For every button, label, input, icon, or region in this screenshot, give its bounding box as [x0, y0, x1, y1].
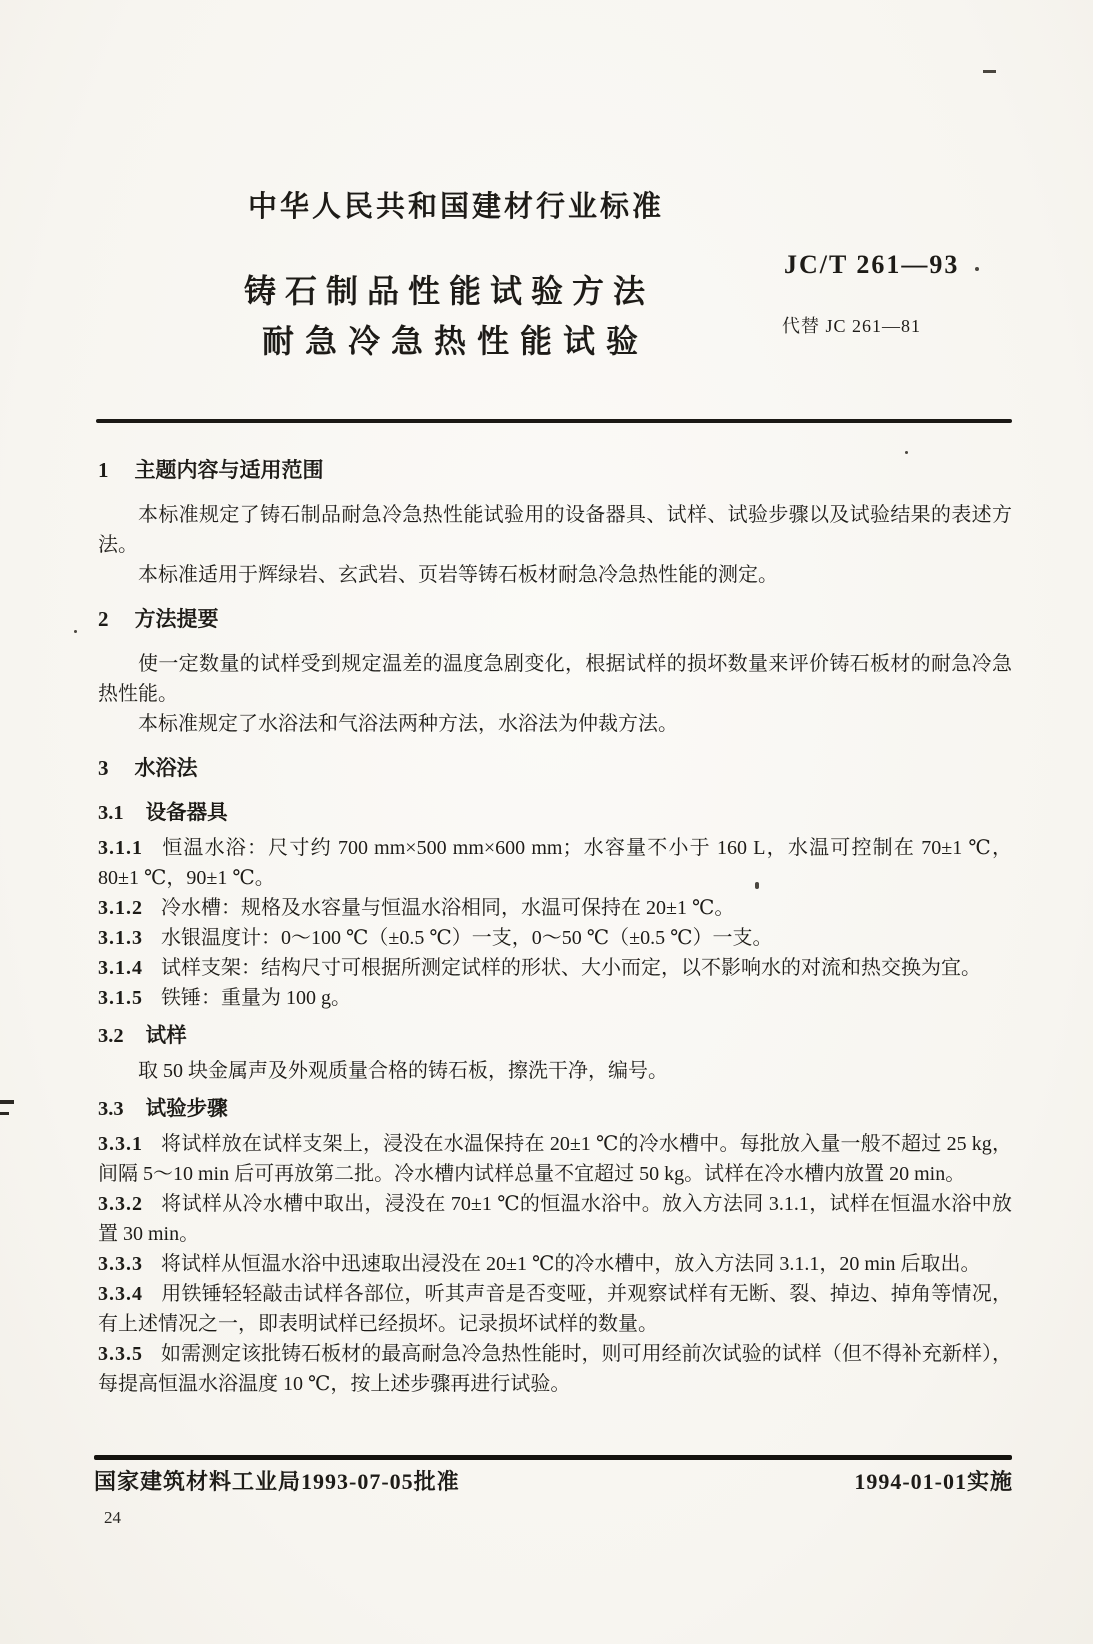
section-title: 主题内容与适用范围 — [134, 458, 324, 482]
approval-note: 国家建筑材料工业局1993-07-05批准 — [94, 1469, 460, 1494]
paragraph: 本标准适用于辉绿岩、玄武岩、页岩等铸石板材耐急冷急热性能的测定。 — [138, 564, 778, 586]
clause-text: 将试样从恒温水浴中迅速取出浸没在 20±1 ℃的冷水槽中，放入方法同 3.1.1，20 min 后取出。 — [161, 1253, 981, 1275]
subsection-title: 试样 — [145, 1025, 187, 1047]
clause-3-3-2 — [98, 1189, 1012, 1249]
scan-artifact-tick — [755, 882, 759, 889]
clause-number: 3.1.2 — [98, 897, 143, 919]
scan-artifact-dash — [983, 70, 996, 73]
subsection-heading-3-1 — [98, 798, 1012, 828]
section-number: 1 — [98, 458, 109, 482]
subsection-heading-3-3 — [98, 1094, 1012, 1124]
document-body — [98, 440, 1012, 1399]
clause-number: 3.3.1 — [98, 1133, 143, 1155]
document-title-line1: 铸石制品性能试验方法 — [244, 273, 655, 309]
clause-number: 3.3.5 — [98, 1343, 143, 1365]
clause-text: 如需测定该批铸石板材的最高耐急冷急热性能时，则可用经前次试验的试样（但不得补充新样），每提高恒温水浴温度 10 ℃，按上述步骤再进行试验。 — [98, 1343, 1012, 1395]
footer-rule — [94, 1455, 1012, 1460]
scan-artifact-edge-mark — [0, 1112, 9, 1115]
subsection-number: 3.2 — [98, 1025, 124, 1047]
subsection-heading-3-2 — [98, 1021, 1012, 1051]
clause-number: 3.1.4 — [98, 957, 143, 979]
paragraph: 使一定数量的试样受到规定温差的温度急剧变化，根据试样的损坏数量来评价铸石板材的耐急冷急热性能。 — [98, 653, 1012, 705]
section-heading-2 — [98, 604, 1012, 634]
paragraph: 本标准规定了铸石制品耐急冷急热性能试验用的设备器具、试样、试验步骤以及试验结果的表述方法。 — [98, 504, 1012, 556]
clause-number: 3.3.3 — [98, 1253, 143, 1275]
section-number: 2 — [98, 607, 109, 631]
paragraph: 本标准规定了水浴法和气浴法两种方法，水浴法为仲裁方法。 — [138, 713, 678, 735]
clause-text: 试样支架：结构尺寸可根据所测定试样的形状、大小而定，以不影响水的对流和热交换为宜。 — [161, 957, 981, 979]
clause-3-3-4 — [98, 1279, 1012, 1339]
scan-artifact-edge-mark — [0, 1100, 14, 1104]
section-title: 方法提要 — [134, 607, 219, 631]
clause-3-1-3 — [98, 923, 1012, 953]
subsection-title: 设备器具 — [145, 802, 228, 824]
page-number: 24 — [104, 1508, 121, 1527]
org-standard-label: 中华人民共和国建材行业标准 — [248, 191, 665, 223]
clause-number: 3.1.5 — [98, 987, 143, 1009]
paragraph: 取 50 块金属声及外观质量合格的铸石板，擦洗干净，编号。 — [138, 1060, 668, 1082]
clause-3-3-3 — [98, 1249, 1012, 1279]
clause-3-3-5 — [98, 1339, 1012, 1399]
clause-3-1-5 — [98, 983, 1012, 1013]
clause-3-3-1 — [98, 1129, 1012, 1189]
header-rule — [96, 419, 1012, 423]
subsection-number: 3.3 — [98, 1098, 124, 1120]
scan-artifact-dot — [905, 451, 908, 454]
section-number: 3 — [98, 756, 109, 780]
clause-text: 水银温度计：0～100 ℃（±0.5 ℃）一支，0～50 ℃（±0.5 ℃）一支。 — [161, 927, 773, 949]
subsection-title: 试验步骤 — [145, 1098, 228, 1120]
clause-number: 3.1.1 — [98, 837, 143, 859]
clause-text: 铁锤：重量为 100 g。 — [161, 987, 351, 1009]
clause-text: 冷水槽：规格及水容量与恒温水浴相同，水温可保持在 20±1 ℃。 — [161, 897, 735, 919]
clause-number: 3.3.2 — [98, 1193, 143, 1215]
subsection-number: 3.1 — [98, 802, 124, 824]
clause-3-1-2 — [98, 893, 1012, 923]
clause-number: 3.3.4 — [98, 1283, 143, 1305]
document-title-line2: 耐急冷急热性能试验 — [262, 323, 650, 359]
scan-artifact-dot — [74, 630, 77, 633]
section-heading-3 — [98, 753, 1012, 783]
clause-number: 3.1.3 — [98, 927, 143, 949]
section-title: 水浴法 — [134, 756, 198, 780]
clause-3-1-4 — [98, 953, 1012, 983]
standard-number: JC/T 261—93 — [784, 250, 960, 279]
scan-artifact-dot — [975, 267, 979, 271]
clause-text: 将试样放在试样支架上，浸没在水温保持在 20±1 ℃的冷水槽中。每批放入量一般不超过 25 kg，间隔 5～10 min 后可再放第二批。冷水槽内试样总量不宜超过 50 kg。试样在冷水槽内放置 20 min。 — [98, 1133, 1012, 1185]
implementation-note: 1994-01-01实施 — [854, 1469, 1013, 1494]
replaces-note: 代替 JC 261—81 — [782, 316, 922, 336]
clause-text: 用铁锤轻轻敲击试样各部位，听其声音是否变哑，并观察试样有无断、裂、掉边、掉角等情况，有上述情况之一，即表明试样已经损坏。记录损坏试样的数量。 — [98, 1283, 1012, 1335]
clause-3-1-1 — [98, 833, 1012, 893]
clause-text: 将试样从冷水槽中取出，浸没在 70±1 ℃的恒温水浴中。放入方法同 3.1.1，试样在恒温水浴中放置 30 min。 — [98, 1193, 1012, 1245]
section-heading-1 — [98, 455, 1012, 485]
clause-text: 恒温水浴：尺寸约 700 mm×500 mm×600 mm；水容量不小于 160 L，水温可控制在 70±1 ℃，80±1 ℃，90±1 ℃。 — [98, 837, 1012, 889]
